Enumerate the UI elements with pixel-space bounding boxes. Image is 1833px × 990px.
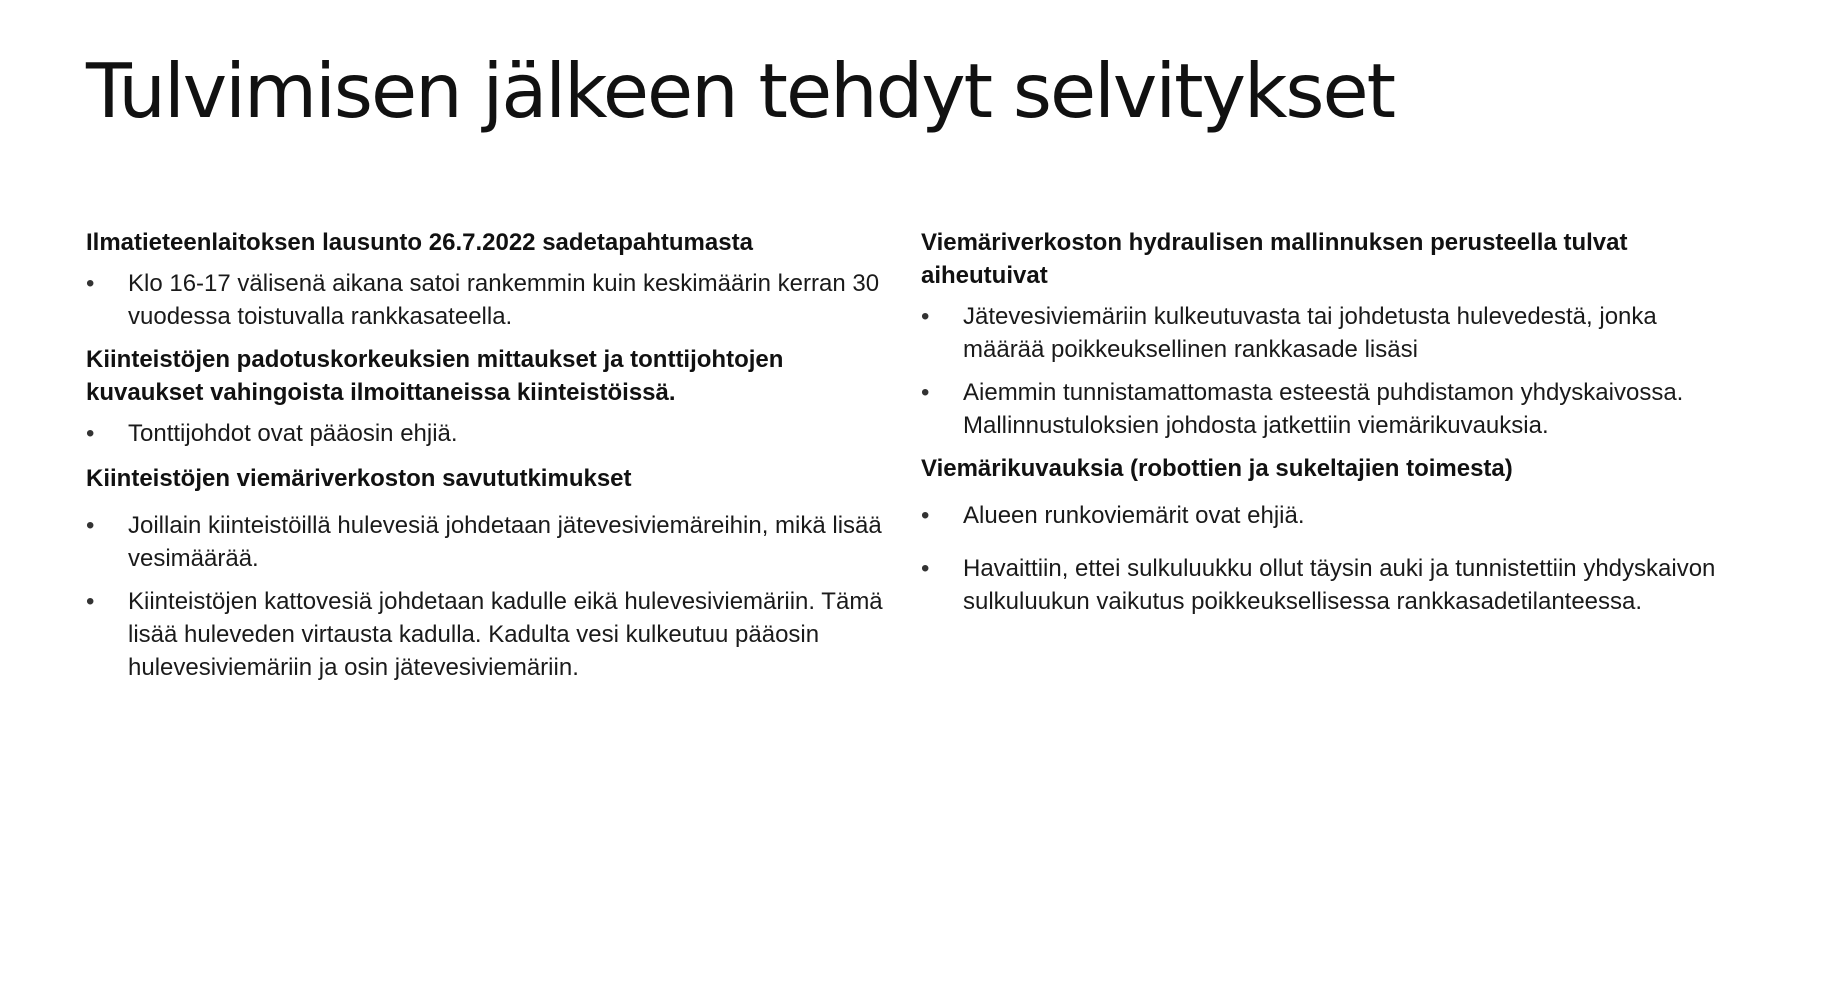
bullet-item: • Kiinteistöjen kattovesiä johdetaan kadulle eikä hulevesiviemäriin. Tämä lisää huleveden virtausta kadulla. Kadulta vesi kulkeutuu pääosin hulevesiviemäriin ja osin jätevesiviemäriin.: [86, 585, 906, 684]
bullet-list: [86, 509, 906, 684]
bullet-list: [921, 300, 1741, 442]
bullet-list: [86, 267, 906, 333]
section-heading: Kiinteistöjen padotuskorkeuksien mittaukset ja tonttijohtojen kuvaukset vahingoista ilmoittaneissa kiinteistöissä.: [86, 346, 784, 406]
bullet-item: • Alueen runkoviemärit ovat ehjiä.: [921, 499, 1741, 532]
bullet-item: • Aiemmin tunnistamattomasta esteestä puhdistamon yhdyskaivossa. Mallinnustuloksien johdosta jatkettiin viemärikuvauksia.: [921, 376, 1741, 442]
bullet-item: • Klo 16-17 välisenä aikana satoi rankemmin kuin keskimäärin kerran 30 vuodessa toistuvalla rankkasateella.: [86, 267, 906, 333]
slide-title: Tulvimisen jälkeen tehdyt selvitykset: [86, 47, 1395, 135]
section-heading: Ilmatieteenlaitoksen lausunto 26.7.2022 sadetapahtumasta: [86, 229, 753, 256]
section-heading: Viemäriverkoston hydraulisen mallinnuksen perusteella tulvat aiheutuivat: [921, 229, 1628, 289]
bullet-item: • Joillain kiinteistöillä hulevesiä johdetaan jätevesiviemäreihin, mikä lisää vesimäärää.: [86, 509, 906, 575]
section-property-measurements: [86, 343, 906, 450]
section-hydraulic-model: [921, 226, 1741, 442]
section-sewer-inspections: [921, 452, 1741, 618]
bullet-item: • Tonttijohdot ovat pääosin ehjiä.: [86, 417, 906, 450]
bullet-list: [921, 499, 1741, 618]
left-column: [86, 226, 906, 694]
section-weather-statement: [86, 226, 906, 333]
section-heading: Kiinteistöjen viemäriverkoston savututkimukset: [86, 465, 632, 492]
bullet-item: • Jätevesiviemäriin kulkeutuvasta tai johdetusta hulevedestä, jonka määrää poikkeuksellinen rankkasade lisäsi: [921, 300, 1741, 366]
bullet-item: • Havaittiin, ettei sulkuluukku ollut täysin auki ja tunnistettiin yhdyskaivon sulkuluukun vaikutus poikkeuksellisessa rankkasadetilanteessa.: [921, 552, 1741, 618]
section-smoke-tests: [86, 462, 906, 684]
section-heading: Viemärikuvauksia (robottien ja sukeltajien toimesta): [921, 455, 1513, 482]
right-column: [921, 226, 1741, 628]
bullet-list: [86, 417, 906, 450]
